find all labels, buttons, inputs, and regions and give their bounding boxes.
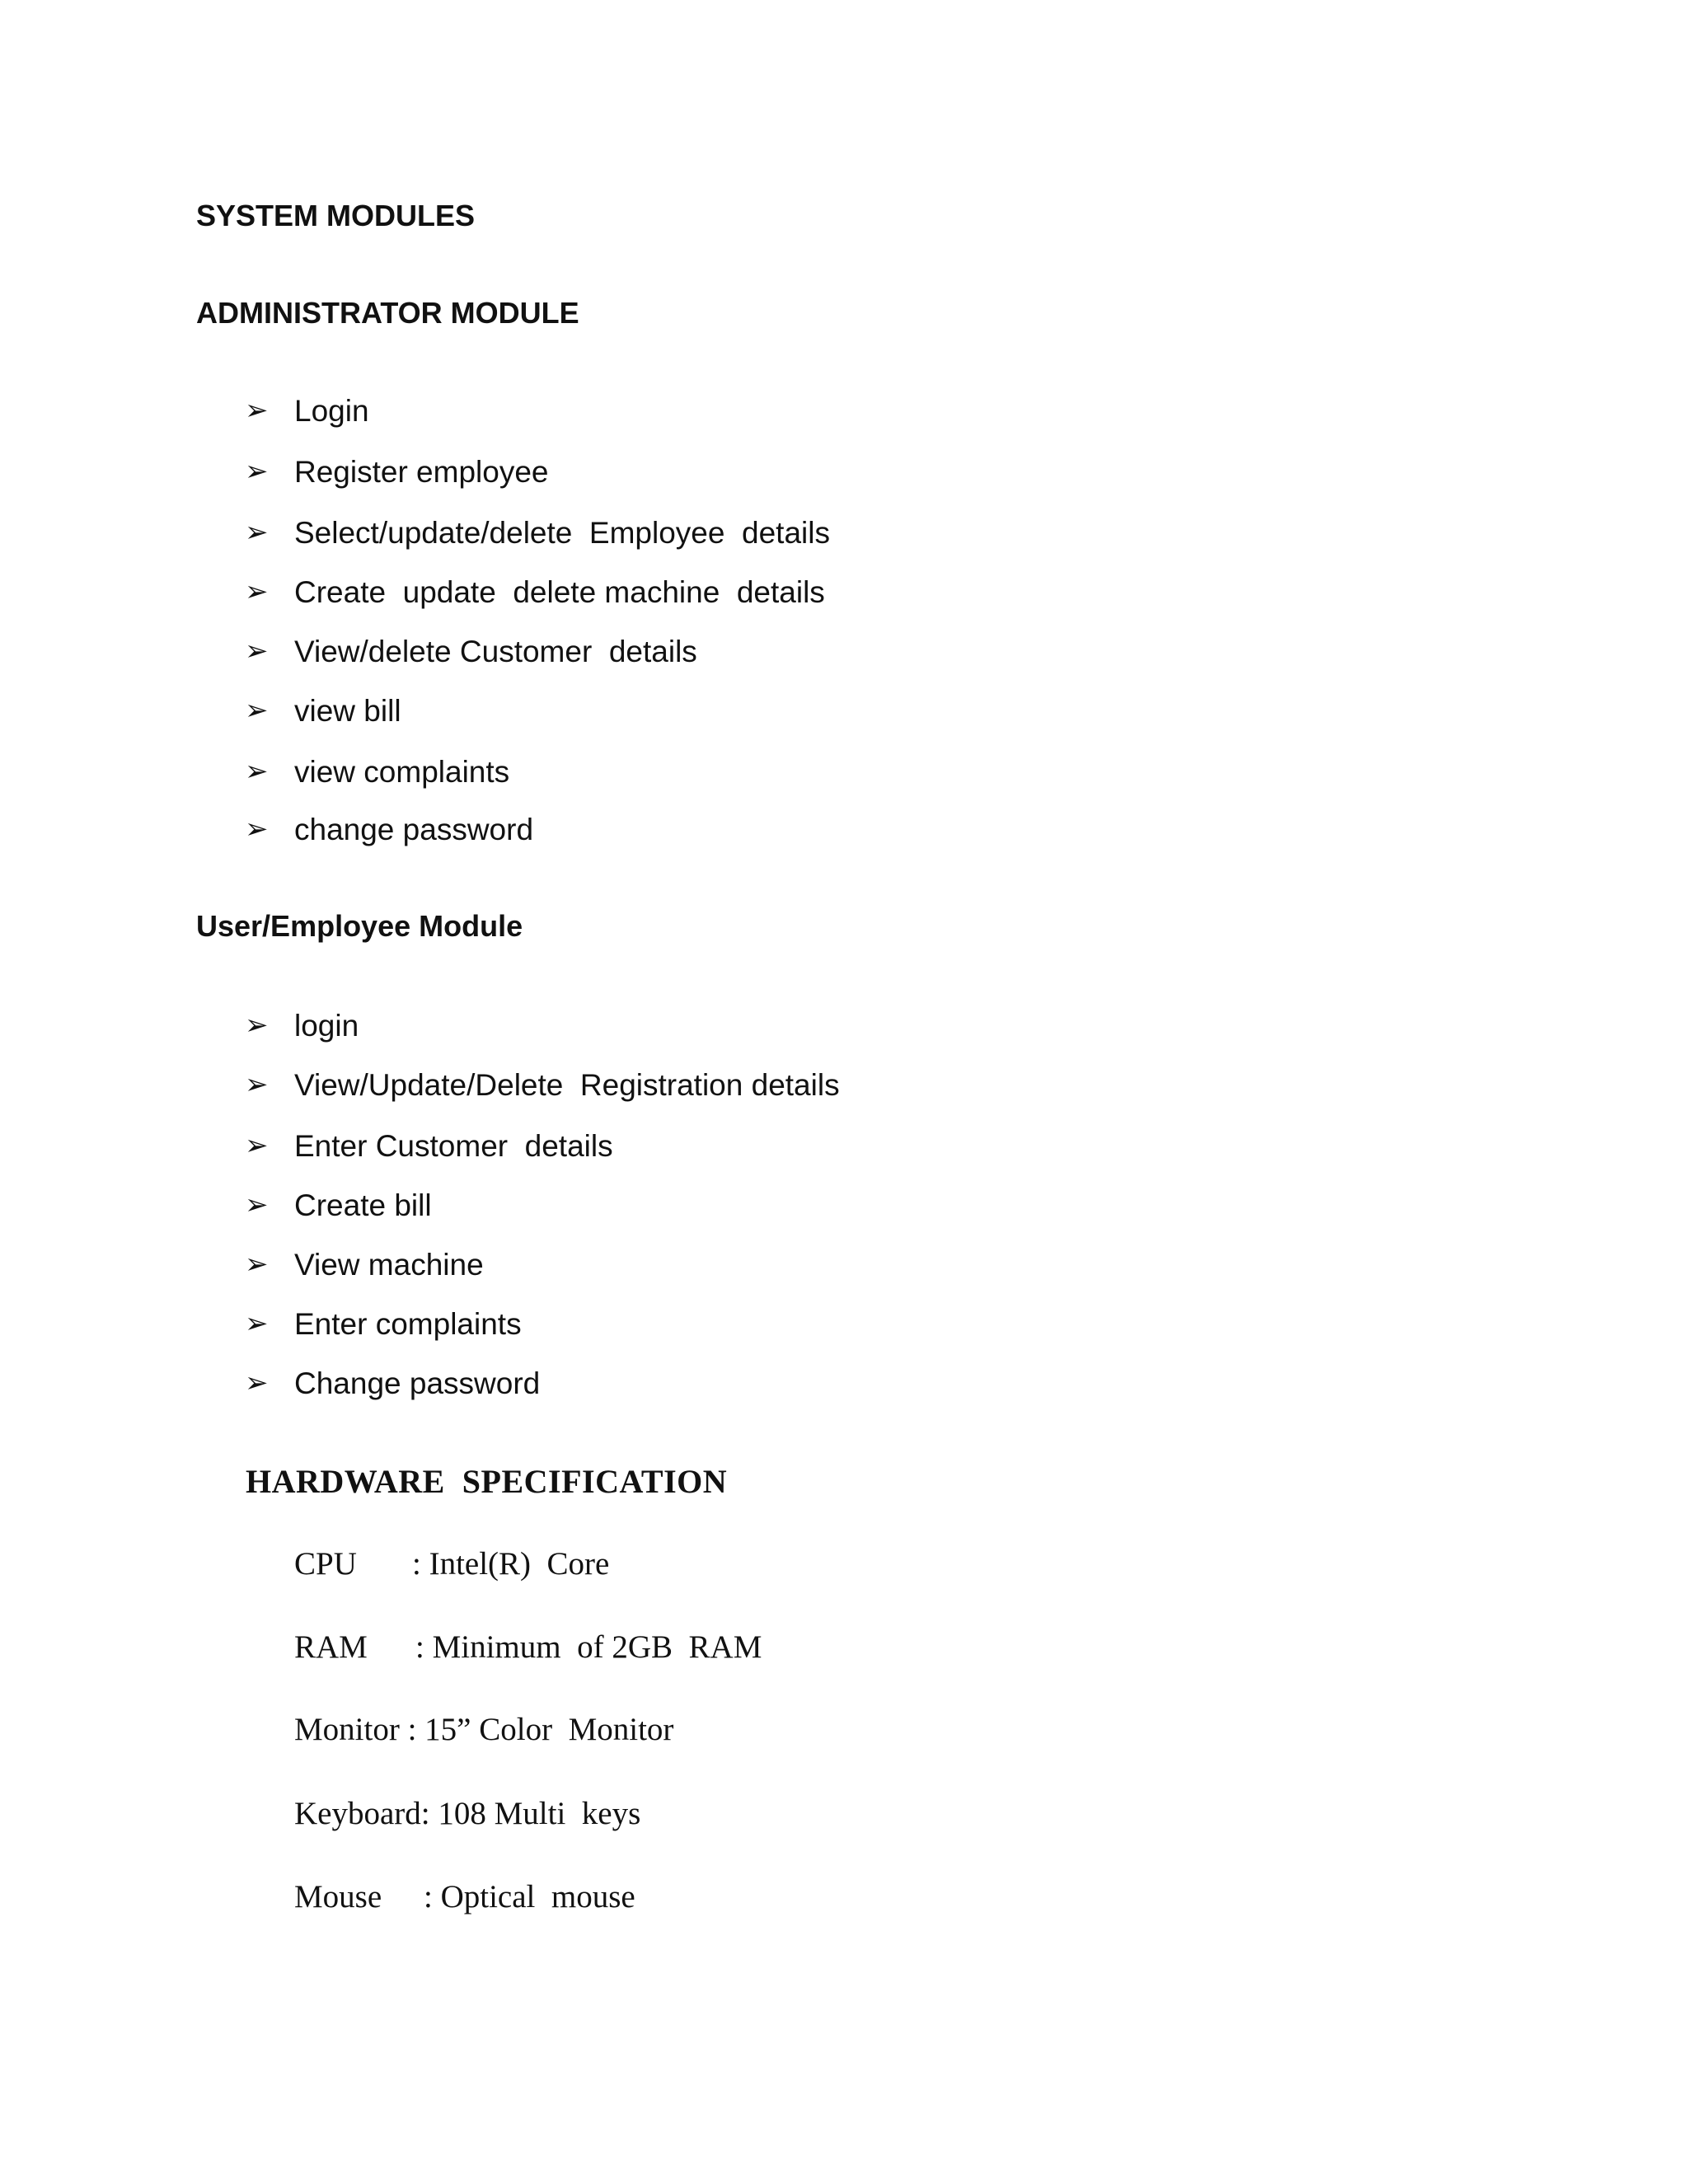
arrow-bullet-icon: ➢	[245, 394, 269, 427]
arrow-bullet-icon: ➢	[245, 516, 269, 549]
arrow-bullet-icon: ➢	[245, 755, 269, 788]
spec-label: Keyboard:	[294, 1796, 430, 1831]
arrow-bullet-icon: ➢	[245, 1366, 269, 1399]
spec-label: Mouse	[294, 1879, 382, 1915]
spec-row-ram	[294, 1631, 762, 1663]
list-item-label: Create update delete machine details	[294, 575, 825, 609]
spec-row-cpu	[294, 1548, 609, 1580]
arrow-bullet-icon: ➢	[245, 1248, 269, 1281]
spec-value: : Intel(R) Core	[412, 1546, 610, 1582]
arrow-bullet-icon: ➢	[245, 455, 269, 488]
list-item-label: View machine	[294, 1248, 484, 1282]
spec-label: Monitor	[294, 1712, 400, 1747]
spec-row-mouse	[294, 1881, 635, 1913]
list-item-label: Enter complaints	[294, 1307, 522, 1341]
list-item-label: Register employee	[294, 455, 549, 489]
arrow-bullet-icon: ➢	[245, 635, 269, 668]
list-item-label: Login	[294, 394, 369, 428]
user-employee-module-heading: User/Employee Module	[196, 909, 523, 943]
system-modules-heading: SYSTEM MODULES	[196, 199, 476, 232]
list-item-label: Enter Customer details	[294, 1129, 613, 1163]
list-item-label: Create bill	[294, 1188, 432, 1222]
arrow-bullet-icon: ➢	[245, 1307, 269, 1340]
hardware-specification-heading: HARDWARE SPECIFICATION	[246, 1463, 728, 1500]
arrow-bullet-icon: ➢	[245, 694, 269, 727]
spec-value: : Optical mouse	[424, 1879, 635, 1915]
spec-value: : Minimum of 2GB RAM	[415, 1629, 762, 1665]
arrow-bullet-icon: ➢	[245, 1129, 269, 1162]
spec-row-monitor	[294, 1713, 673, 1746]
list-item-label: change password	[294, 813, 534, 846]
list-item-label: Select/update/delete Employee details	[294, 516, 830, 550]
list-item-label: View/delete Customer details	[294, 635, 697, 668]
arrow-bullet-icon: ➢	[245, 813, 269, 846]
list-item-label: view complaints	[294, 755, 510, 789]
list-item-label: Change password	[294, 1366, 541, 1400]
list-item-label: view bill	[294, 694, 401, 728]
spec-label: RAM	[294, 1629, 368, 1665]
list-item-label: login	[294, 1009, 359, 1043]
list-item-label: View/Update/Delete Registration details	[294, 1068, 840, 1102]
spec-value: : 15” Color Monitor	[399, 1712, 674, 1747]
arrow-bullet-icon: ➢	[245, 1068, 269, 1101]
arrow-bullet-icon: ➢	[245, 1009, 269, 1042]
arrow-bullet-icon: ➢	[245, 1188, 269, 1221]
arrow-bullet-icon: ➢	[245, 575, 269, 608]
spec-value: 108 Multi keys	[429, 1796, 641, 1831]
spec-row-keyboard	[294, 1797, 640, 1830]
spec-label: CPU	[294, 1546, 357, 1582]
administrator-module-heading: ADMINISTRATOR MODULE	[196, 296, 579, 330]
